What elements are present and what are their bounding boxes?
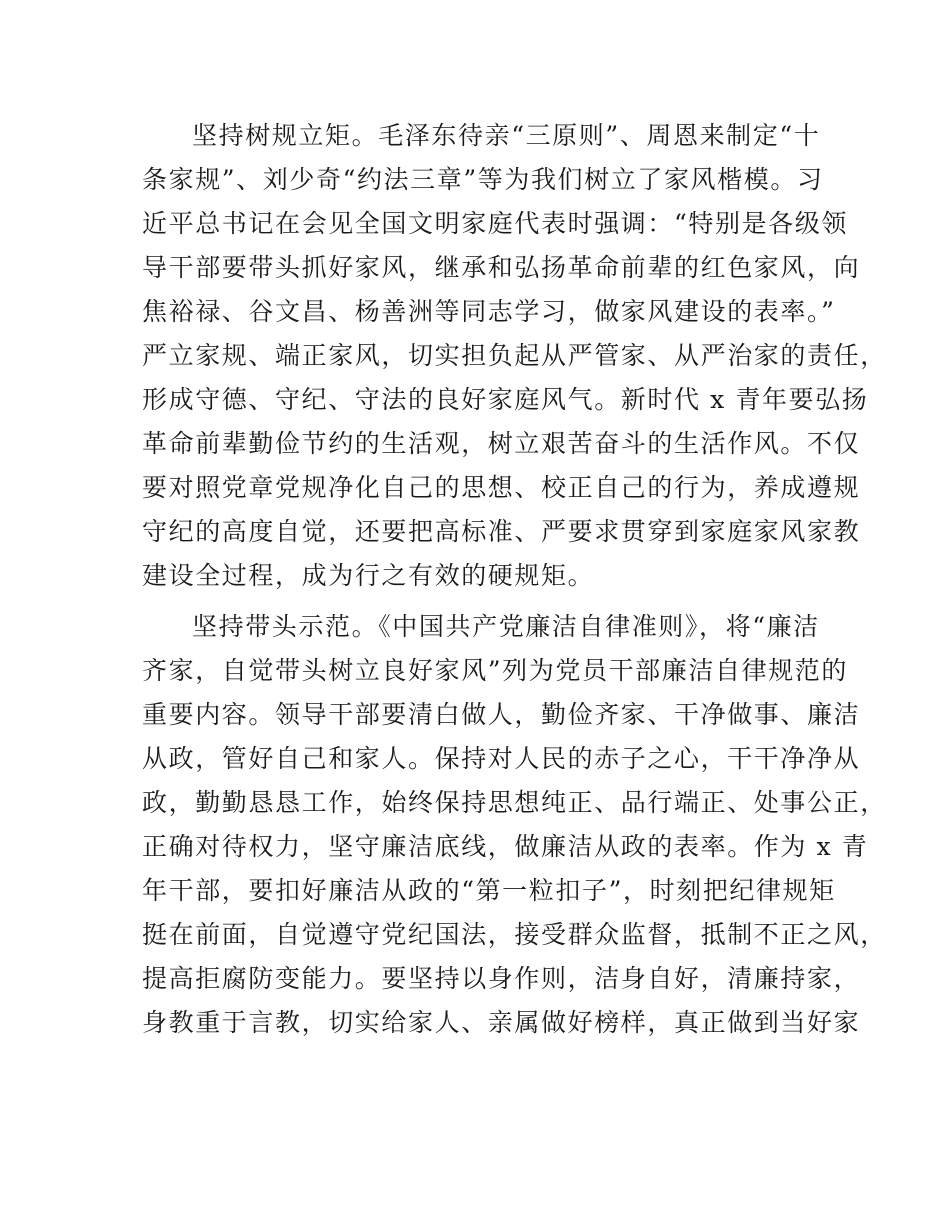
paragraph-line: 政，勤勤恳恳工作，始终保持思想纯正、品行端正、处事公正， [142,788,887,817]
paragraph-line: 年干部，要扣好廉洁从政的“第一粒扣子”，时刻把纪律规矩 [142,876,836,905]
paragraph-line: 正确对待权力，坚守廉洁底线，做廉洁从政的表率。作为 x 青 [142,832,869,861]
paragraph-line: 革命前辈勤俭节约的生活观，树立艰苦奋斗的生活作风。不仅 [142,429,861,458]
paragraph-line: 提高拒腐防变能力。要坚持以身作则，洁身自好，清廉持家， [142,964,861,993]
paragraph-line: 守纪的高度自觉，还要把高标准、严要求贯穿到家庭家风家教 [142,517,861,546]
paragraph-line: 条家规”、刘少奇“约法三章”等为我们树立了家风楷模。习 [142,165,824,194]
paragraph-line: 身教重于言教，切实给家人、亲属做好榜样，真正做到当好家 [142,1008,861,1037]
paragraph-line: 严立家规、端正家风，切实担负起从严管家、从严治家的责任， [142,341,887,370]
paragraph-line: 坚持树规立矩。毛泽东待亲“三原则”、周恩来制定“十 [192,121,821,150]
paragraph-line: 挺在前面，自觉遵守党纪国法，接受群众监督，抵制不正之风， [142,920,887,949]
paragraph-line: 形成守德、守纪、守法的良好家庭风气。新时代 x 青年要弘扬 [142,385,869,414]
paragraph-line: 要对照党章党规净化自己的思想、校正自己的行为，养成遵规 [142,473,861,502]
paragraph-line: 坚持带头示范。《中国共产党廉洁自律准则》，将“廉洁 [192,612,820,641]
paragraph-line: 重要内容。领导干部要清白做人，勤俭齐家、干净做事、廉洁 [142,700,861,729]
paragraph-line: 焦裕禄、谷文昌、杨善洲等同志学习，做家风建设的表率。” [142,297,836,326]
paragraph-line: 导干部要带头抓好家风，继承和弘扬革命前辈的红色家风，向 [142,253,861,282]
paragraph-line: 建设全过程，成为行之有效的硬规矩。 [142,561,595,590]
paragraph-line: 近平总书记在会见全国文明家庭代表时强调：“特别是各级领 [142,209,848,238]
paragraph-line: 从政，管好自己和家人。保持对人民的赤子之心，干干净净从 [142,744,861,773]
paragraph-line: 齐家，自觉带头树立良好家风”列为党员干部廉洁自律规范的 [142,656,848,685]
